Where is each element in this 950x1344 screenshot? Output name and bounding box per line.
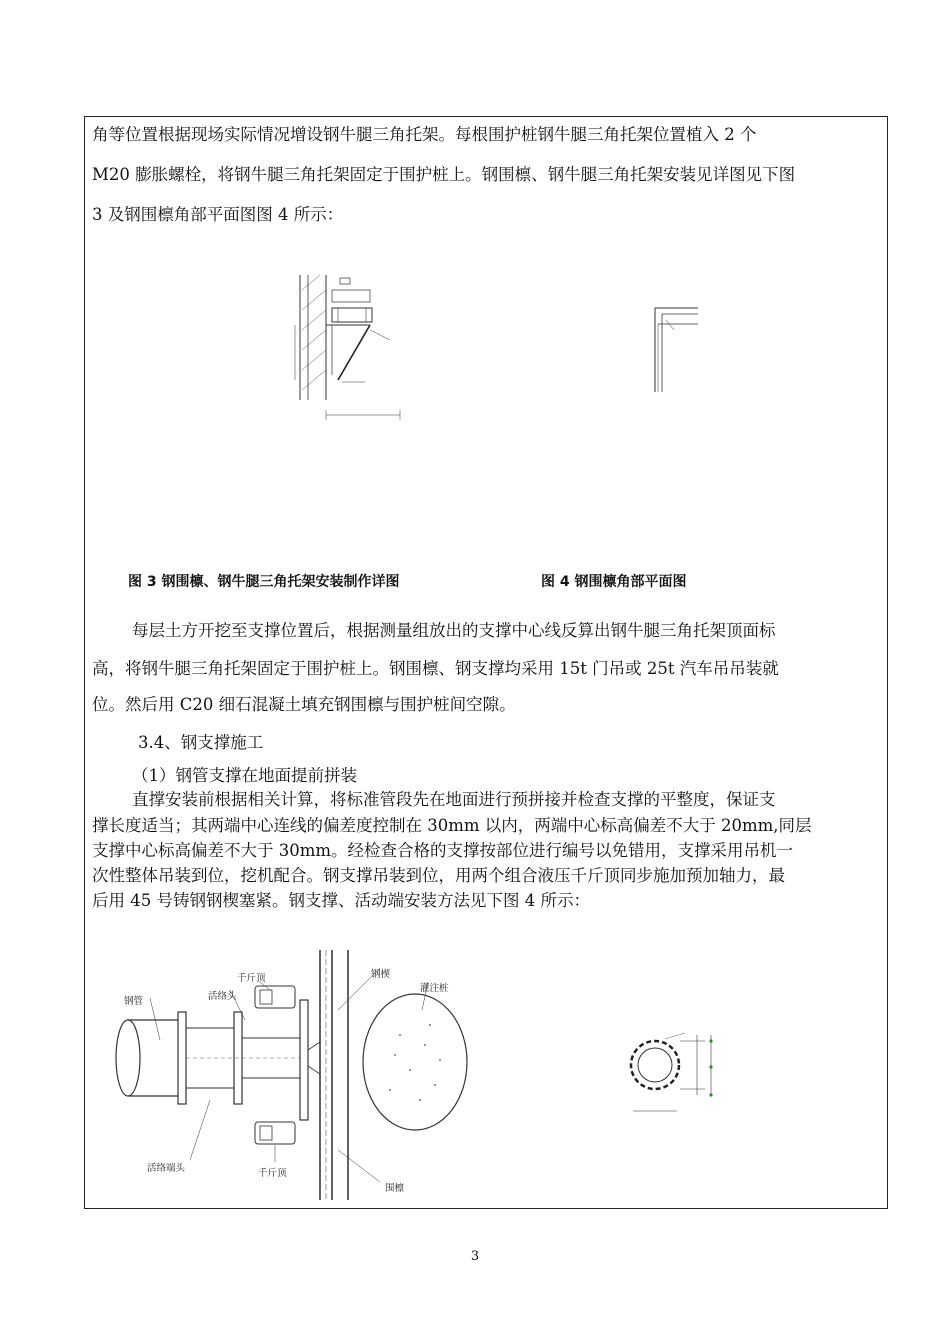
label-wale: 围檩 xyxy=(385,1183,405,1194)
paragraph-1-line-1: 角等位置根据现场实际情况增设钢牛腿三角托架。每根围护桩钢牛腿三角托架位置植入 2 个 xyxy=(92,125,757,144)
paragraph-3-line-4: 次性整体吊装到位，挖机配合。钢支撑吊装到位，用两个组合液压千斤顶同步施加预加轴力，最 xyxy=(92,866,785,885)
figure-3-bracket-detail-drawing xyxy=(290,270,410,430)
paragraph-3-line-3: 支撑中心标高偏差不大于 30mm。经检查合格的支撑按部位进行编号以免错用，支撑采用吊机一 xyxy=(92,841,794,860)
subsection-heading: （1）钢管支撑在地面提前拼装 xyxy=(132,766,357,785)
circular-connection-drawing xyxy=(625,1025,725,1125)
paragraph-2-line-3: 位。然后用 C20 细石混凝土填充钢围檩与围护桩间空隙。 xyxy=(92,695,516,714)
figure-3-caption: 图 3 钢围檩、钢牛腿三角托架安装制作详图 xyxy=(128,574,400,590)
label-live-end: 活络端头 xyxy=(147,1163,186,1174)
paragraph-2-line-2: 高，将钢牛腿三角托架固定于围护桩上。钢围檩、钢支撑均采用 15t 门吊或 25t 汽车吊吊装就 xyxy=(92,659,779,678)
paragraph-2-line-1: 每层土方开挖至支撑位置后，根据测量组放出的支撑中心线反算出钢牛腿三角托架顶面标 xyxy=(132,621,776,640)
label-bored-pile: 灌注桩 xyxy=(420,983,449,994)
paragraph-1-line-2: M20 膨胀螺栓，将钢牛腿三角托架固定于围护桩上。钢围檩、钢牛腿三角托架安装见详图见下图 xyxy=(92,165,796,184)
paragraph-3-line-1: 直撑安装前根据相关计算，将标准管段先在地面进行预拼接并检查支撑的平整度，保证支 xyxy=(132,790,776,809)
figure-4-caption: 图 4 钢围檩角部平面图 xyxy=(541,574,687,590)
label-steel-wedge: 钢楔 xyxy=(371,969,391,980)
section-heading: 3.4、钢支撑施工 xyxy=(138,733,264,752)
label-jack-bottom: 千斤顶 xyxy=(258,1168,287,1179)
label-steel-pipe: 钢管 xyxy=(124,996,144,1007)
figure-4-corner-plan-drawing xyxy=(650,300,710,395)
paragraph-1-line-3: 3 及钢围檩角部平面图图 4 所示： xyxy=(92,205,344,224)
paragraph-3-line-5: 后用 45 号铸钢钢楔塞紧。钢支撑、活动端安装方法见下图 4 所示： xyxy=(92,891,590,910)
page-number: 3 xyxy=(470,1249,480,1264)
label-jack-top: 千斤顶 xyxy=(237,973,266,984)
label-live-head: 活络头 xyxy=(208,991,237,1002)
paragraph-3-line-2: 撑长度适当；其两端中心连线的偏差度控制在 30mm 以内，两端中心标高偏差不大于 20mm,同层 xyxy=(92,816,812,835)
